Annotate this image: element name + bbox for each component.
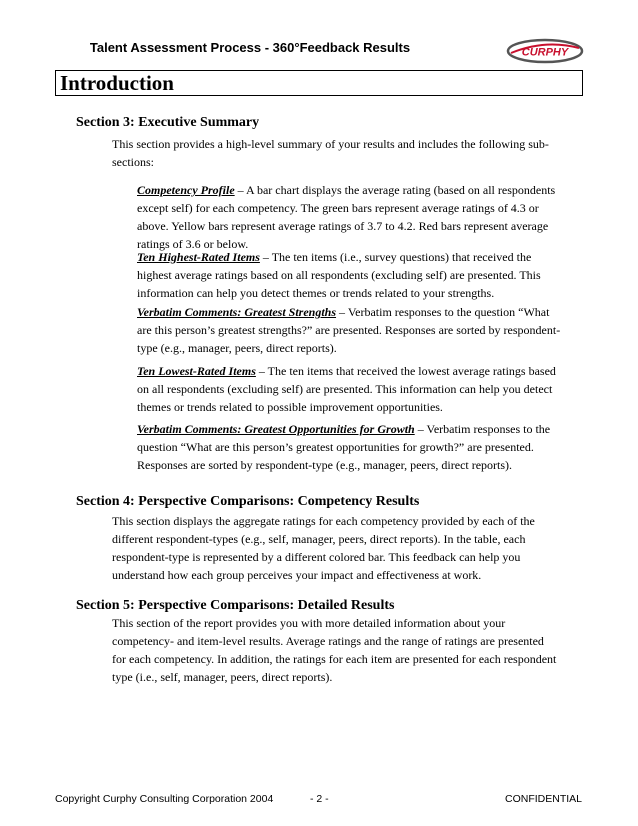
footer-page-number: - 2 - [310, 793, 329, 805]
item-verbatim-opportunities: Verbatim Comments: Greatest Opportunities for Growth – Verbatim responses to the question “What are this person’s greatest opportunities for growth?” are presented. Responses are sorted by respondent-type (e.g., manager, peers, direct reports). [137, 422, 551, 472]
section-3-heading: Section 3: Executive Summary [76, 115, 260, 130]
term-ten-highest-rated: Ten Highest-Rated Items [137, 250, 260, 264]
term-verbatim-strengths: Verbatim Comments: Greatest Strengths [137, 305, 337, 319]
item-ten-highest-rated: Ten Highest-Rated Items – The ten items (i.e., survey questions) that received the highest average ratings based on all respondents (excluding self) are presented. This information can help you detect themes or trends related to your strengths. [137, 250, 541, 300]
section-4-heading: Section 4: Perspective Comparisons: Competency Results [76, 494, 420, 509]
item-competency-profile: Competency Profile – A bar chart displays the average rating (based on all respondents except self) for each competency. The green bars represent average ratings of 4.3 or above. Yellow bars represent average ratings of 3.7 to 4.2. Red bars represent average ratings of 3.6 or below. [137, 183, 556, 251]
term-verbatim-opportunities: Verbatim Comments: Greatest Opportunities for Growth [137, 422, 415, 436]
curphy-logo [505, 36, 585, 66]
introduction-banner [55, 70, 583, 96]
term-competency-profile: Competency Profile [137, 183, 235, 197]
section-5-body: This section of the report provides you with more detailed information about your competency- and item-level results. Average ratings and the range of ratings are presented for each competency. In addition, the ratings for each item are presented for each respondent type (i.e., self, manager, peers, direct reports). [112, 616, 557, 684]
item-verbatim-strengths: Verbatim Comments: Greatest Strengths – Verbatim responses to the question “What are this person’s greatest strengths?” are presented. Responses are sorted by respondent- type (e.g., manager, peers, direct reports). [137, 305, 561, 355]
section-4-body: This section displays the aggregate ratings for each competency provided by each of the different respondent-types (e.g., self, manager, peers, direct reports). In the table, each respondent-type is represented by a different colored bar. This feedback can help you understand how each group perceives your impact and effectiveness at work. [112, 514, 535, 582]
introduction-title: Introduction [60, 71, 174, 95]
footer-confidential: CONFIDENTIAL [505, 793, 583, 805]
document-header-title: Talent Assessment Process - 360°Feedback Results [89, 40, 411, 55]
footer-copyright: Copyright Curphy Consulting Corporation 2004 [55, 793, 274, 805]
section-3-intro: This section provides a high-level summary of your results and includes the following sub- sections: [112, 137, 549, 169]
section-5-heading: Section 5: Perspective Comparisons: Detailed Results [76, 598, 395, 613]
logo-text: CURPHY [521, 46, 569, 59]
item-ten-lowest-rated: Ten Lowest-Rated Items – The ten items that received the lowest average ratings based on all respondents (excluding self) are presented. This information can help you detect themes or trends related to possible improvement opportunities. [137, 364, 556, 414]
term-ten-lowest-rated: Ten Lowest-Rated Items [137, 364, 256, 378]
